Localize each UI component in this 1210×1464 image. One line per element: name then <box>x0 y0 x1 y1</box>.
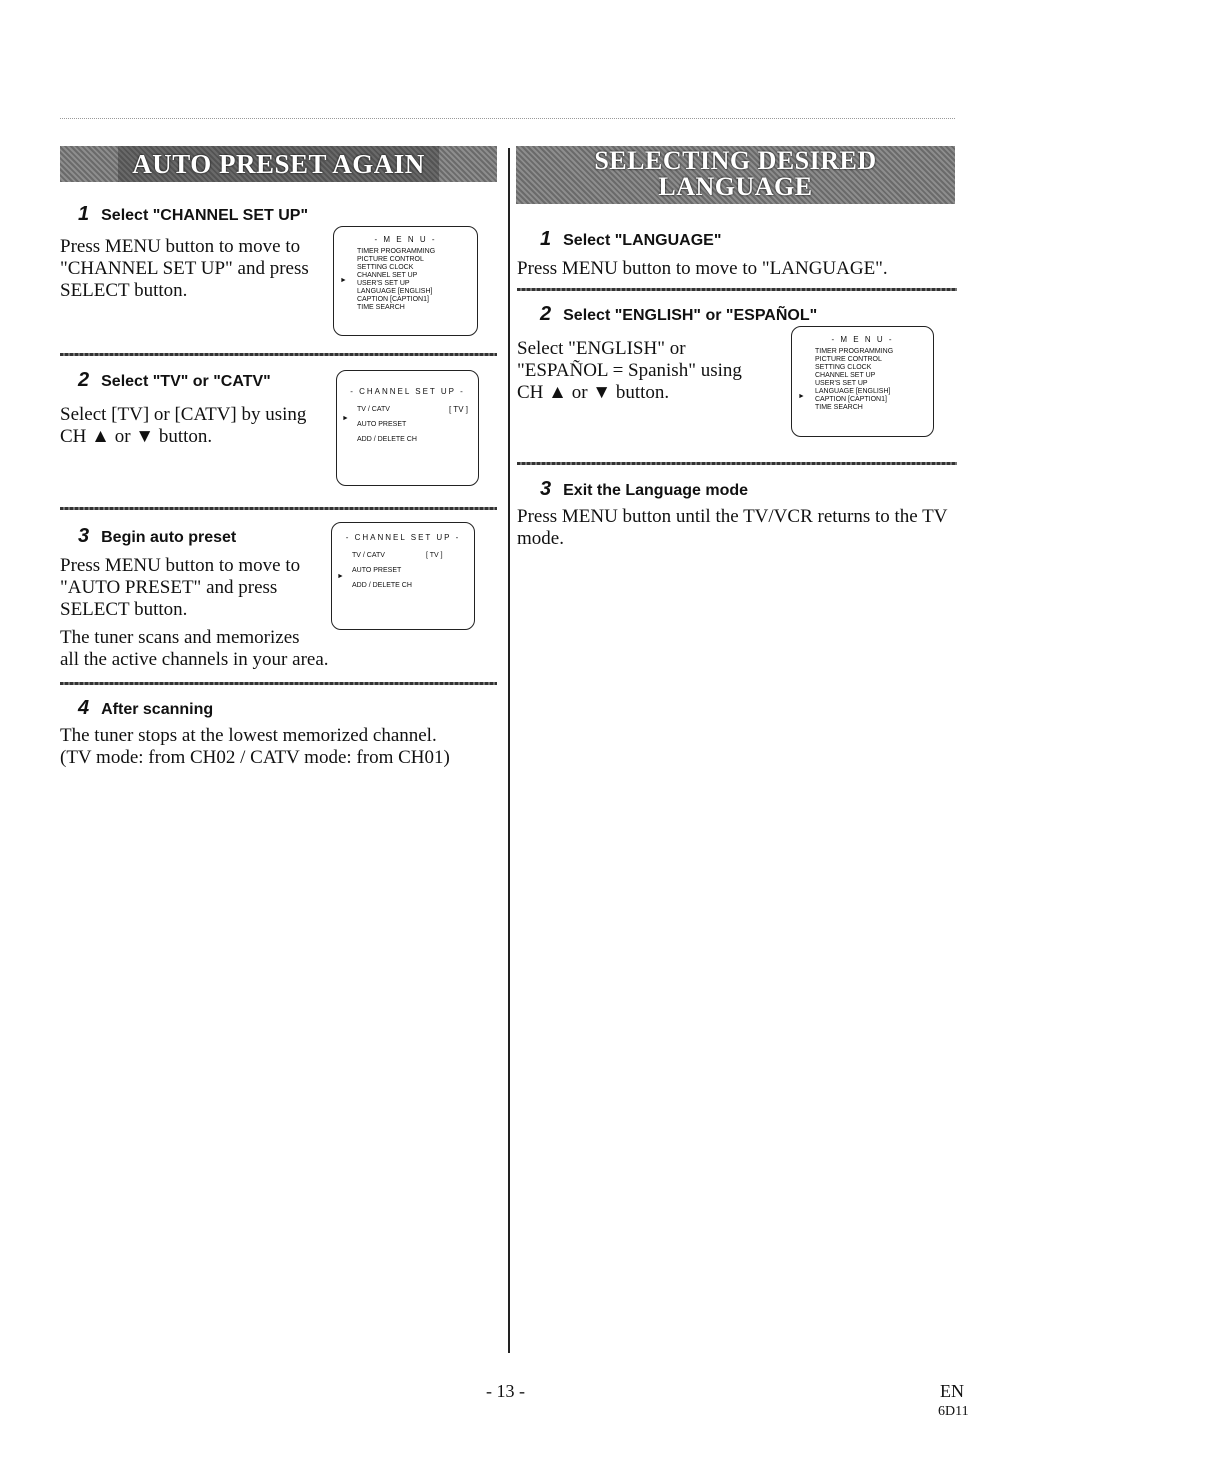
step-number: 3 <box>78 525 90 547</box>
menu-item: USER'S SET UP <box>815 380 868 387</box>
menu-item-selected: CHANNEL SET UP <box>357 272 418 279</box>
right-step1-heading <box>540 228 721 251</box>
menu-item-selected: AUTO PRESET <box>352 567 402 574</box>
right-step3-body <box>517 506 957 550</box>
step-number: 1 <box>540 228 552 250</box>
right-step3-heading <box>540 478 748 501</box>
step-title: Select "CHANNEL SET UP" <box>101 207 309 224</box>
selecting-language-banner <box>516 146 955 204</box>
step-number: 3 <box>540 478 552 500</box>
menu-item-selected: TV / CATV <box>357 406 390 413</box>
banner-line: SELECTING DESIRED <box>594 146 877 175</box>
text-line: Press MENU button to move to <box>60 236 301 257</box>
text-line: mode. <box>517 528 564 549</box>
left-step4-heading <box>78 697 213 720</box>
step-separator <box>60 507 497 510</box>
menu-item: AUTO PRESET <box>357 421 407 428</box>
step-separator <box>517 288 957 291</box>
menu-item: ADD / DELETE CH <box>357 436 417 443</box>
channel-setup-items <box>357 406 478 444</box>
step-number: 2 <box>540 303 552 325</box>
left-step4-body <box>60 725 500 769</box>
screen-title: - CHANNEL SET UP - <box>350 387 465 396</box>
tv-catv-row <box>352 552 474 560</box>
menu-item: TIMER PROGRAMMING <box>815 348 894 355</box>
model-code: 6D11 <box>938 1404 969 1419</box>
channel-setup-screen <box>336 370 479 486</box>
menu-items <box>815 348 933 412</box>
menu-item: TV / CATV <box>352 552 385 559</box>
step-title: After scanning <box>101 701 214 718</box>
top-rule <box>60 118 955 119</box>
cursor-arrow-icon: ► <box>340 277 347 284</box>
left-step1-body <box>60 236 325 302</box>
menu-item: TIME SEARCH <box>357 304 405 311</box>
text-line: Select [TV] or [CATV] by using <box>60 404 307 425</box>
language-menu-screen <box>791 326 934 437</box>
step-title: Begin auto preset <box>101 529 237 546</box>
menu-item: SETTING CLOCK <box>357 264 414 271</box>
menu-item: ADD / DELETE CH <box>352 582 412 589</box>
text-line: Press MENU button to move to "LANGUAGE". <box>517 258 888 279</box>
right-step2-heading <box>540 303 817 326</box>
text-line: Select "ENGLISH" or <box>517 338 686 359</box>
menu-item: LANGUAGE [ENGLISH] <box>357 288 433 295</box>
menu-item: CHANNEL SET UP <box>815 372 876 379</box>
step-number: 4 <box>78 697 90 719</box>
menu-item-selected: LANGUAGE [ENGLISH] <box>815 388 891 395</box>
text-line: (TV mode: from CH02 / CATV mode: from CH01) <box>60 747 450 768</box>
menu-item: SETTING CLOCK <box>815 364 872 371</box>
cursor-arrow-icon: ► <box>342 415 349 422</box>
text-line: all the active channels in your area. <box>60 649 329 670</box>
text-line: CH ▲ or ▼ button. <box>60 426 213 447</box>
left-step3-heading <box>78 525 236 548</box>
text-line: "AUTO PRESET" and press <box>60 577 278 598</box>
cursor-arrow-icon: ► <box>798 393 805 400</box>
channel-setup-items <box>352 552 474 590</box>
auto-preset-banner-text: AUTO PRESET AGAIN <box>118 146 439 182</box>
left-step1-heading <box>78 203 308 226</box>
screen-title: - CHANNEL SET UP - <box>345 533 461 542</box>
text-line: "ESPAÑOL = Spanish" using <box>517 360 742 381</box>
cursor-arrow-icon: ► <box>337 573 344 580</box>
menu-item: CAPTION [CAPTION1] <box>815 396 887 403</box>
step-separator <box>517 462 957 465</box>
text-line: SELECT button. <box>60 599 188 620</box>
menu-item: CAPTION [CAPTION1] <box>357 296 429 303</box>
tv-catv-row <box>357 406 478 414</box>
text-line: The tuner scans and memorizes <box>60 627 300 648</box>
menu-screen <box>333 226 478 336</box>
text-line: Press MENU button to move to <box>60 555 301 576</box>
step-title: Select "LANGUAGE" <box>563 232 722 249</box>
text-line: "CHANNEL SET UP" and press <box>60 258 309 279</box>
left-step3-body <box>60 555 360 671</box>
screen-title: - M E N U - <box>374 235 437 244</box>
page-number: - 13 - <box>486 1381 525 1401</box>
column-divider <box>508 148 510 1353</box>
step-title: Select "TV" or "CATV" <box>101 373 271 390</box>
menu-item: PICTURE CONTROL <box>815 356 882 363</box>
step-separator <box>60 682 497 685</box>
menu-item: USER'S SET UP <box>357 280 410 287</box>
auto-preset-banner <box>60 146 497 182</box>
menu-item: TIMER PROGRAMMING <box>357 248 436 255</box>
tv-value: [ TV ] <box>426 552 443 559</box>
step-separator <box>60 353 497 356</box>
text-line: SELECT button. <box>60 280 188 301</box>
step-title: Select "ENGLISH" or "ESPAÑOL" <box>563 307 818 324</box>
tv-value-blinking: [ TV ] <box>449 405 468 414</box>
language-code: EN <box>940 1381 964 1401</box>
text-line: Press MENU button until the TV/VCR returns to the TV <box>517 506 948 527</box>
channel-setup-screen <box>331 522 475 630</box>
left-step2-body <box>60 404 330 448</box>
step-number: 1 <box>78 203 90 225</box>
banner-line: LANGUAGE <box>658 172 813 201</box>
menu-items <box>357 248 477 312</box>
menu-item: PICTURE CONTROL <box>357 256 424 263</box>
menu-item: TIME SEARCH <box>815 404 863 411</box>
text-line: The tuner stops at the lowest memorized channel. <box>60 725 437 746</box>
step-number: 2 <box>78 369 90 391</box>
right-step1-body <box>517 258 957 280</box>
text-line: CH ▲ or ▼ button. <box>517 382 670 403</box>
right-step2-body <box>517 338 787 404</box>
step-title: Exit the Language mode <box>563 482 749 499</box>
screen-title: - M E N U - <box>831 335 894 344</box>
left-step2-heading <box>78 369 271 392</box>
